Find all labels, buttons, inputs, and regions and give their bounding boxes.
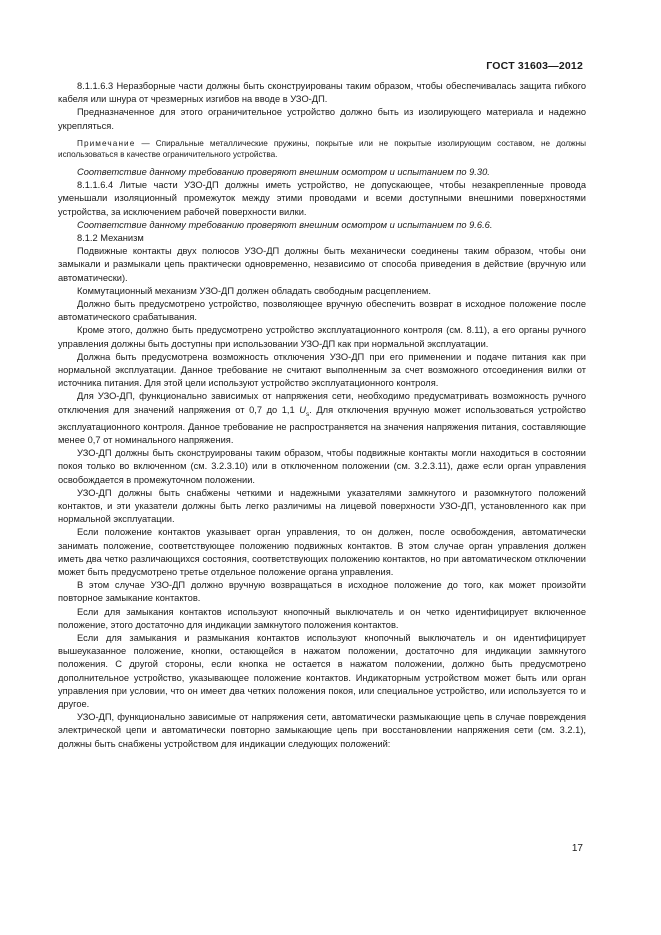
- paragraph-pushbutton-close: Если для замыкания контактов используют кнопочный выключатель и он четко идентифицирует включенное положение, этого достаточно для индикации замкнутого положения контактов.: [58, 606, 586, 630]
- p12-text-a: Для УЗО-ДП, функционально зависимых от напряжения сети, необходимо предусматривать возможность ручного отключения для значений напряжения от 0,7 до 1,1: [58, 391, 586, 415]
- paragraph-rest-positions: УЗО-ДП должны быть сконструированы таким образом, чтобы подвижные контакты могли находиться в состоянии покоя только во включенном (см. 3.2.3.10) или в отключенном положении (см. 3.2.3.11), даже если орган управления освобождается в промежуточном положении.: [58, 448, 586, 485]
- paragraph-moving-contacts: Подвижные контакты двух полюсов УЗО-ДП должны быть механически соединены таким образом, чтобы они замыкали и размыкали цепь практически одновременно, независимо от способа приведения в действие (вручную или автоматически).: [58, 246, 586, 283]
- note-text: — Спиральные металлические пружины, покрытые или не покрытые изолирующим составом, не должны использоваться в качестве ограничительного устройства.: [58, 138, 586, 160]
- compliance-9-30: Соответствие данному требованию проверяют внешним осмотром и испытанием по 9.30.: [77, 167, 490, 177]
- paragraph-manual-return: В этом случае УЗО-ДП должно вручную возвращаться в исходное положение до того, как может произойти повторное замыкание контактов.: [58, 580, 586, 604]
- note: [58, 138, 586, 161]
- paragraph-auto-reclose: УЗО-ДП, функционально зависимые от напряжения сети, автоматически размыкающие цепь в случае повреждения электрической цепи и автоматически повторно замыкающие цепь при восстановлении напряжения сети (см. 3.2.1), должны быть снабжены устройством для индикации следующих положений:: [58, 712, 586, 749]
- paragraph-pushbutton-open-close: Если для замыкания и размыкания контактов используют кнопочный выключатель и он идентифицирует вышеуказанное положение, кнопки, остающейся в нажатом положении, достаточно для индикации замкнутого положения. С другой стороны, если кнопка не остается в нажатом положении, должно быть предусмотрено дополнительное устройство, указывающее положение контактов. Индикаторным устройством может быть или орган управления при условии, что он имеет два четких положения покоя, или специальное устройство, или используется то и другое.: [58, 632, 586, 709]
- paragraph-voltage-dependent: [58, 390, 586, 447]
- paragraph-test-device: Кроме этого, должно быть предусмотрено устройство эксплуатационного контроля (см. 8.11), а его органы ручного управления должны быть доступны при использовании УЗО-ДП как при нормальной эксплуатации.: [58, 325, 586, 349]
- paragraph-manual-reset: Должно быть предусмотрено устройство, позволяющее вручную обеспечить возврат в исходное положение после автоматического срабатывания.: [58, 299, 586, 323]
- paragraph-actuator-position: Если положение контактов указывает орган управления, то он должен, после освобождения, автоматически занимать положение, соответствующее положению подвижных контактов. В этом случае орган управления должен иметь два четко различающихся состояния, соответствующих положению контактов, но при автоматическом отключении может быть предусмотрено третье отдельное положение органа управления.: [58, 527, 586, 577]
- compliance-9-6-6: Соответствие данному требованию проверяют внешним осмотром и испытанием по 9.6.6.: [77, 219, 493, 230]
- p12-subscript: s: [305, 410, 310, 418]
- paragraph-restraint-material: Предназначенное для этого ограничительное устройство должно быть из изолирующего материала и надежно укрепляться.: [58, 107, 586, 131]
- paragraph-8-1-1-6-3: 8.1.1.6.3 Неразборные части должны быть сконструированы таким образом, чтобы обеспечивалась защита гибкого кабеля или шнура от чрезмерных изгибов на вводе в УЗО-ДП.: [58, 81, 586, 105]
- p12-symbol: U: [299, 404, 306, 415]
- page-body: [58, 80, 586, 751]
- paragraph-position-indicators: УЗО-ДП должны быть снабжены четкими и надежными указателями замкнутого и разомкнутого положений контактов, и эти указатели должны быть легко различимы на лицевой поверхности УЗО-ДП, установленного как при нормальной эксплуатации.: [58, 487, 586, 525]
- page-number: 17: [571, 843, 583, 854]
- p12-text-b: . Для отключения вручную может использоваться устройство эксплуатационного контроля. Данное требование не распространяется на значения напряжения питания, составляющие менее 0,7 от номинального напряжения.: [58, 404, 586, 445]
- paragraph-switch-off: Должна быть предусмотрена возможность отключения УЗО-ДП при его применении и подаче питания как при нормальной эксплуатации. Данное требование не считают выполненным за счет возможного отсоединения вилки от источника питания. Для этой цели используют устройство эксплуатационного контроля.: [58, 351, 586, 389]
- section-heading-8-1-2: 8.1.2 Механизм: [77, 233, 144, 244]
- note-label: Примечание: [77, 138, 136, 148]
- paragraph-8-1-1-6-4: 8.1.1.6.4 Литые части УЗО-ДП должны иметь устройство, не допускающее, чтобы незакрепленные провода уменьшали изоляционный промежуток между этими проводами и всеми доступными внешними поверхностями устройства, за исключением рабочей поверхности вилки.: [58, 180, 586, 217]
- standard-header: ГОСТ 31603—2012: [486, 60, 583, 72]
- paragraph-trip-free: Коммутационный механизм УЗО-ДП должен обладать свободным расцеплением.: [77, 285, 431, 296]
